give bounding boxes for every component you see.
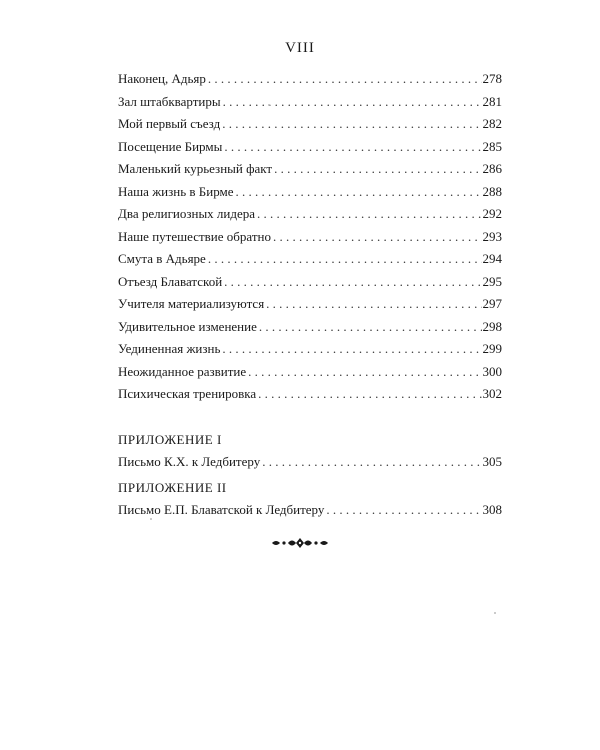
appendix-entry-title: Письмо Е.П. Блаватской к Ледбитеру bbox=[118, 502, 325, 517]
toc-entry bbox=[118, 158, 502, 181]
toc-entry-title: Уединенная жизнь bbox=[118, 341, 221, 356]
toc-entry bbox=[118, 271, 502, 294]
toc-entry-title: Маленький курьезный факт bbox=[118, 161, 273, 176]
appendix-entry-page: 308 bbox=[482, 502, 502, 517]
page-number: VIII bbox=[285, 40, 315, 56]
appendix-entry-title: Письмо К.Х. к Ледбитеру bbox=[118, 454, 261, 469]
toc-entry-title: Наше путешествие обратно bbox=[118, 228, 271, 244]
dot-leader bbox=[236, 181, 482, 204]
dot-leader bbox=[258, 383, 481, 406]
toc-entry-page: 298 bbox=[482, 318, 502, 334]
appendix-heading: ПРИЛОЖЕНИЕ II bbox=[118, 480, 227, 495]
appendix-heading: ПРИЛОЖЕНИЕ I bbox=[118, 432, 222, 447]
toc-entry-page: 294 bbox=[482, 251, 502, 266]
dot-leader bbox=[222, 338, 481, 361]
toc-entry-title: Смута в Адьяре bbox=[118, 251, 206, 266]
paper-speck bbox=[494, 612, 496, 614]
appendix-entry-page: 305 bbox=[482, 454, 502, 469]
dot-leader bbox=[208, 248, 482, 271]
toc-entry-title: Наша жизнь в Бирме bbox=[118, 183, 234, 199]
toc-entry-title: Наконец, Адьяр bbox=[118, 71, 206, 86]
toc-entry-page: 293 bbox=[482, 228, 502, 244]
toc-entry-page: 302 bbox=[482, 386, 502, 401]
toc-entry-page: 295 bbox=[482, 273, 502, 289]
toc-entry-page: 297 bbox=[482, 296, 502, 311]
toc-entry-title: Удивительное изменение bbox=[118, 318, 257, 334]
appendices-section bbox=[118, 430, 502, 522]
toc-entry-page: 282 bbox=[482, 116, 502, 131]
toc-entry-title: Два религиозных лидера bbox=[118, 206, 256, 221]
toc-entry-title: Учителя материализуются bbox=[118, 296, 265, 311]
dot-leader bbox=[224, 271, 481, 294]
toc-entry-page: 292 bbox=[482, 206, 502, 221]
toc-entry-page: 278 bbox=[482, 71, 502, 86]
toc-entry-title: Отъезд Блаватской bbox=[118, 273, 223, 289]
toc-entry bbox=[118, 338, 502, 361]
paper-speck bbox=[150, 518, 152, 520]
dot-leader bbox=[274, 158, 481, 181]
toc-entry-title: Психическая тренировка bbox=[118, 386, 257, 401]
toc-entry bbox=[118, 383, 502, 406]
dot-leader bbox=[208, 68, 482, 91]
decorative-flourish-icon bbox=[270, 536, 330, 550]
appendix-entry bbox=[118, 450, 502, 474]
toc-entry-title: Посещение Бирмы bbox=[118, 138, 223, 154]
toc-entry-page: 281 bbox=[482, 93, 502, 109]
toc-entry bbox=[118, 68, 502, 91]
toc-entry-title: Зал штабквартиры bbox=[118, 93, 221, 109]
table-of-contents bbox=[118, 68, 502, 406]
paper-speck bbox=[268, 104, 270, 106]
toc-entry bbox=[118, 293, 502, 316]
appendix-entry bbox=[118, 498, 502, 522]
toc-entry-page: 288 bbox=[482, 183, 502, 199]
toc-entry bbox=[118, 136, 502, 159]
dot-leader bbox=[223, 91, 482, 114]
toc-entry bbox=[118, 316, 502, 339]
dot-leader bbox=[266, 293, 481, 316]
toc-entry-page: 285 bbox=[482, 138, 502, 154]
toc-entry bbox=[118, 248, 502, 271]
toc-entry bbox=[118, 113, 502, 136]
toc-entry bbox=[118, 203, 502, 226]
toc-entry bbox=[118, 181, 502, 204]
dot-leader bbox=[248, 361, 481, 384]
dot-leader bbox=[262, 450, 481, 474]
toc-entry bbox=[118, 361, 502, 384]
toc-entry-page: 300 bbox=[482, 363, 502, 379]
toc-entry-page: 299 bbox=[482, 341, 502, 356]
dot-leader bbox=[257, 203, 481, 226]
toc-entry-title: Неожиданное развитие bbox=[118, 363, 247, 379]
dot-leader bbox=[259, 316, 482, 339]
toc-entry bbox=[118, 226, 502, 249]
dot-leader bbox=[273, 226, 482, 249]
dot-leader bbox=[222, 113, 481, 136]
toc-entry bbox=[118, 91, 502, 114]
toc-entry-page: 286 bbox=[482, 161, 502, 176]
toc-entry-title: Мой первый съезд bbox=[118, 116, 221, 131]
dot-leader bbox=[326, 498, 481, 522]
dot-leader bbox=[224, 136, 481, 159]
